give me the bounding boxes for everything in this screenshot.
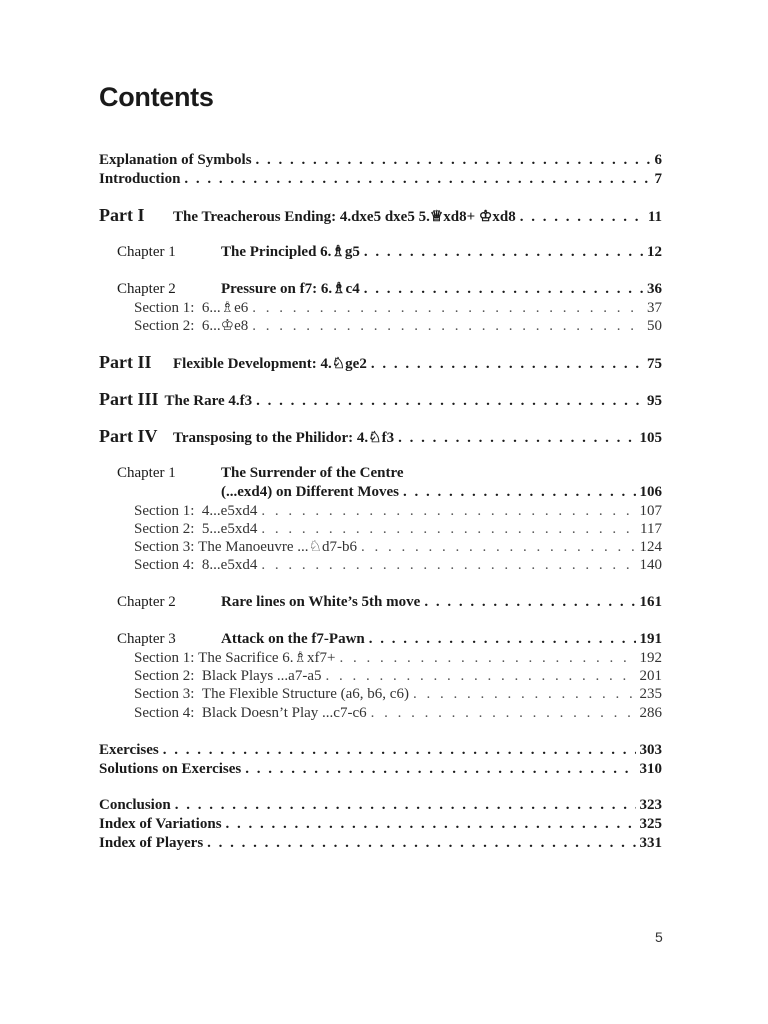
section-title: 8...e5xd4 [201,557,258,573]
page-ref: 303 [639,742,662,758]
dot-leader [252,317,643,335]
part-title: The Treacherous Ending: 4.dxe5 dxe5 5.♕xd8+ ♔xd8 [173,209,516,225]
dot-leader [245,760,635,778]
page-ref: 310 [639,761,662,777]
page-ref: 105 [639,430,662,446]
toc-section[interactable] [134,704,662,722]
page-ref: 11 [647,209,662,225]
toc-entry-introduction[interactable] [99,170,662,188]
part-title: The Rare 4.f3 [164,393,253,409]
toc-entry-exercises[interactable] [99,741,662,759]
chapter-title: The Surrender of the Centre [221,465,404,481]
dot-leader [413,685,636,703]
section-title: Black Plays ...a7-a5 [201,668,322,684]
toc-part-2[interactable] [99,353,662,371]
part-label: Part II [99,352,152,372]
page-ref: 75 [647,356,662,372]
toc-chapter[interactable] [117,280,662,298]
dot-leader [424,593,635,611]
chapter-label: Chapter 1 [117,465,176,481]
section-label: Section 4: [134,705,195,721]
page-ref: 37 [647,300,662,316]
part-title: Flexible Development: 4.♘ge2 [173,356,367,372]
section-label: Section 2: [134,318,195,334]
chapter-title: Pressure on f7: 6.♗c4 [221,281,360,297]
toc-section[interactable] [134,649,662,667]
section-title: The Flexible Structure (a6, b6, c6) [201,686,409,702]
chapter-label: Chapter 1 [117,244,176,260]
toc-section[interactable] [134,556,662,574]
section-title: 4...e5xd4 [201,503,258,519]
page-ref: 161 [639,594,662,610]
toc-part-3[interactable] [99,390,662,408]
section-title: Black Doesn’t Play ...c7-c6 [201,705,367,721]
toc-entry-conclusion[interactable] [99,796,662,814]
dot-leader [325,667,635,685]
dot-leader [371,704,636,722]
dot-leader [163,741,636,759]
page-ref: 325 [639,816,662,832]
dot-leader [364,243,643,261]
toc-section[interactable] [134,317,662,335]
section-title: 6...♔e8 [201,318,249,334]
toc-entry-symbols[interactable] [99,151,662,169]
toc-entry-solutions[interactable] [99,760,662,778]
page-ref: 117 [640,521,662,537]
page-ref: 107 [639,503,662,519]
page-ref: 36 [647,281,662,297]
page-ref: 50 [647,318,662,334]
section-title: 5...e5xd4 [201,521,258,537]
toc-part-1[interactable] [99,206,662,224]
section-title: The Sacrifice 6.♗xf7+ [198,650,336,666]
toc-chapter-title-line[interactable] [117,464,662,482]
page-ref: 323 [639,797,662,813]
section-label: Section 3: [134,539,195,555]
page-ref: 124 [639,539,662,555]
chapter-title: The Principled 6.♗g5 [221,244,360,260]
toc-part-4[interactable] [99,427,662,445]
toc-section[interactable] [134,502,662,520]
dot-leader [252,299,643,317]
page-ref: 191 [639,631,662,647]
chapter-title-continued: (...exd4) on Different Moves [221,484,400,500]
chapter-title: Rare lines on White’s 5th move [221,594,421,610]
toc-entry-index-players[interactable] [99,834,662,852]
part-title: Transposing to the Philidor: 4.♘f3 [173,430,395,446]
dot-leader [175,796,636,814]
toc-section[interactable] [134,685,662,703]
toc-chapter[interactable] [117,630,662,648]
part-label: Part IV [99,426,158,446]
section-title: The Manoeuvre ...♘d7-b6 [198,539,357,555]
page-number: 5 [655,929,663,945]
section-title: 6...♗e6 [201,300,249,316]
page-ref: 201 [639,668,662,684]
page-ref: 7 [654,171,662,187]
toc-section[interactable] [134,299,662,317]
section-label: Section 2: [134,668,195,684]
page-ref: 235 [639,686,662,702]
dot-leader [371,355,643,373]
section-label: Section 1: [134,503,195,519]
dot-leader [256,392,643,410]
entry-label: Solutions on Exercises [99,761,242,777]
dot-leader [339,649,635,667]
section-label: Section 4: [134,557,195,573]
entry-label: Index of Players [99,835,204,851]
toc-entry-index-variations[interactable] [99,815,662,833]
dot-leader [207,834,635,852]
page-ref: 140 [639,557,662,573]
entry-label: Index of Variations [99,816,222,832]
page-ref: 95 [647,393,662,409]
toc-chapter[interactable] [117,593,662,611]
page-ref: 6 [654,152,662,168]
section-label: Section 2: [134,521,195,537]
dot-leader [261,556,635,574]
toc-section[interactable] [134,667,662,685]
dot-leader [364,280,643,298]
part-label: Part III [99,389,159,409]
entry-label: Introduction [99,171,181,187]
chapter-title: Attack on the f7-Pawn [221,631,365,647]
dot-leader [403,483,635,501]
dot-leader [369,630,636,648]
entry-label: Explanation of Symbols [99,152,252,168]
dot-leader [261,502,635,520]
section-label: Section 1: [134,300,195,316]
toc-chapter-title-line[interactable] [221,483,662,501]
section-label: Section 3: [134,686,195,702]
dot-leader [398,429,635,447]
toc-section[interactable] [134,538,662,556]
page-ref: 12 [647,244,662,260]
entry-label: Exercises [99,742,159,758]
chapter-label: Chapter 3 [117,631,176,647]
page-ref: 331 [639,835,662,851]
chapter-label: Chapter 2 [117,281,176,297]
dot-leader [520,208,644,226]
entry-label: Conclusion [99,797,171,813]
section-label: Section 1: [134,650,195,666]
chapter-label: Chapter 2 [117,594,176,610]
toc-section[interactable] [134,520,662,538]
page-title: Contents [99,82,214,112]
dot-leader [361,538,636,556]
page-ref: 286 [639,705,662,721]
part-label: Part I [99,205,145,225]
dot-leader [261,520,636,538]
dot-leader [184,170,650,188]
page-ref: 106 [639,484,662,500]
dot-leader [256,151,651,169]
toc-chapter[interactable] [117,243,662,261]
dot-leader [226,815,636,833]
page-ref: 192 [639,650,662,666]
